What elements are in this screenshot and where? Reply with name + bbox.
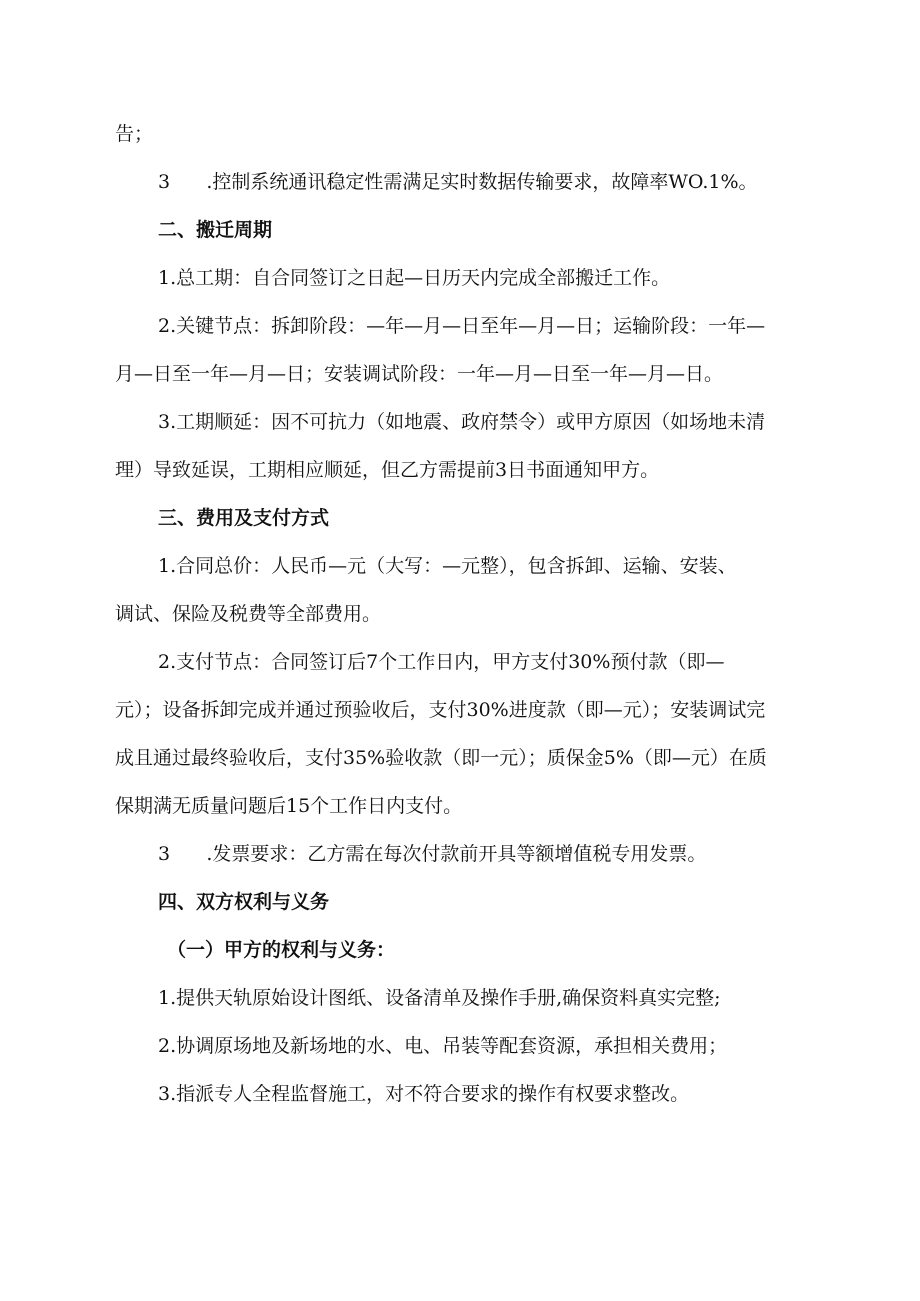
text-line: 告； (115, 123, 154, 145)
text-line: 月—日至一年—月—日；安装调试阶段：一年—月—日至一年—月—日。 (115, 363, 724, 385)
text-line: 3 .控制系统通讯稳定性需满足实时数据传输要求，故障率WO.1%。 (158, 171, 758, 193)
text-line: 成且通过最终验收后，支付35%验收款（即一元）；质保金5%（即—元）在质 (115, 747, 767, 769)
text-line: 3.指派专人全程监督施工，对不符合要求的操作有权要求整改。 (158, 1083, 690, 1105)
text-line: 元）；设备拆卸完成并通过预验收后，支付30%进度款（即—元）；安装调试完 (115, 699, 766, 721)
text-line: 1.提供天轨原始设计图纸、设备清单及操作手册,确保资料真实完整; (158, 987, 721, 1009)
text-line: 2.关键节点：拆卸阶段：—年—月—日至年—月—日；运输阶段：一年— (158, 315, 766, 337)
section-heading: 三、费用及支付方式 (158, 507, 330, 529)
text-line: 1.总工期：自合同签订之日起—日历天内完成全部搬迁工作。 (158, 267, 671, 289)
text-line: 3 .发票要求：乙方需在每次付款前开具等额增值税专用发票。 (158, 843, 707, 865)
section-heading: 四、双方权利与义务 (158, 891, 330, 913)
text-line: 3.工期顺延：因不可抗力（如地震、政府禁令）或甲方原因（如场地未清 (158, 411, 766, 433)
section-heading: 二、搬迁周期 (158, 219, 273, 241)
text-line: 保期满无质量问题后15个工作日内支付。 (115, 795, 463, 817)
subsection-heading: （一）甲方的权利与义务： (167, 939, 396, 961)
text-line: 理）导致延误，工期相应顺延，但乙方需提前3日书面通知甲方。 (115, 459, 660, 481)
text-line: 2.协调原场地及新场地的水、电、吊装等配套资源，承担相关费用； (158, 1035, 728, 1057)
text-line: 调试、保险及税费等全部费用。 (115, 603, 382, 625)
text-line: 1.合同总价：人民币—元（大写：—元整），包含拆卸、运输、安装、 (158, 555, 737, 577)
text-line: 2.支付节点：合同签订后7个工作日内，甲方支付30%预付款（即— (158, 651, 725, 673)
